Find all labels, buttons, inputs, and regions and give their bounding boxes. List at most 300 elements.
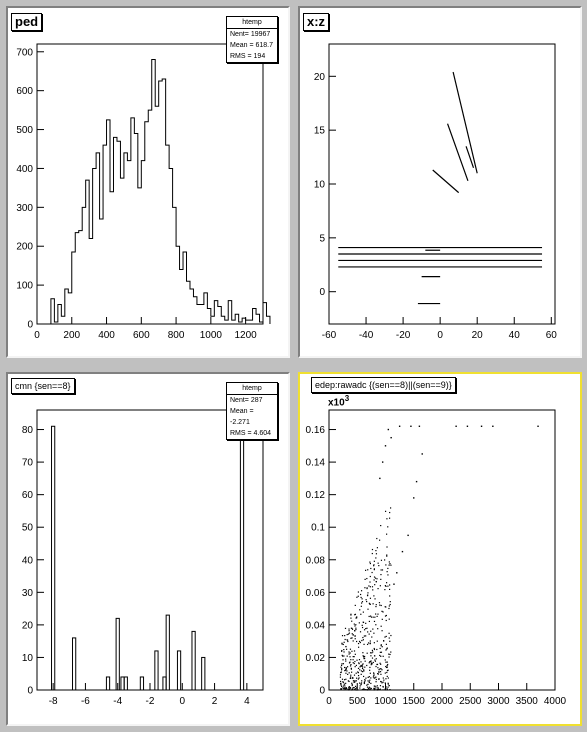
scatter-point <box>375 557 376 558</box>
x-tick-label: 60 <box>545 330 557 341</box>
scatter-point <box>362 664 363 665</box>
scatter-point <box>354 663 355 664</box>
y-tick-label: 0.08 <box>305 555 325 567</box>
x-tick-label: 1500 <box>402 696 425 707</box>
scatter-point <box>366 599 367 600</box>
scatter-point <box>367 587 368 588</box>
scatter-point <box>359 683 360 684</box>
scatter-point <box>369 562 370 563</box>
scatter-point <box>371 636 372 637</box>
scatter-point <box>379 602 380 603</box>
scatter-point <box>380 585 381 586</box>
scatter-point <box>377 614 378 615</box>
scatter-point <box>376 679 377 680</box>
scatter-point <box>346 687 347 688</box>
scatter-point <box>377 616 378 617</box>
x-tick-label: -6 <box>80 696 90 707</box>
scatter-point <box>372 657 373 658</box>
scatter-point <box>359 622 360 623</box>
scatter-point <box>373 564 374 565</box>
scatter-point <box>385 615 386 616</box>
scatter-point <box>366 665 367 666</box>
scatter-point <box>370 631 371 632</box>
scatter-point <box>380 689 381 690</box>
scatter-point <box>351 689 352 690</box>
scatter-point <box>386 554 387 555</box>
pad-xz[interactable] <box>298 6 582 358</box>
scatter-point <box>350 676 351 677</box>
scatter-point <box>385 564 386 565</box>
scatter-point <box>355 688 356 689</box>
x-tick-label: 3500 <box>515 696 538 707</box>
scatter-point <box>345 673 346 674</box>
scatter-point <box>381 682 382 683</box>
scatter-point <box>377 689 378 690</box>
scatter-point <box>370 598 371 599</box>
histogram-bar <box>140 677 143 690</box>
scatter-point <box>352 684 353 685</box>
scatter-point <box>363 658 364 659</box>
scatter-point <box>388 685 389 686</box>
scatter-point <box>340 674 341 675</box>
scatter-point <box>372 586 373 587</box>
scatter-point <box>360 631 361 632</box>
scatter-point <box>358 643 359 644</box>
y-tick-label: 50 <box>21 522 33 534</box>
x-tick-label: 4000 <box>543 696 567 707</box>
y-tick-label: 20 <box>21 620 33 632</box>
scatter-point <box>360 642 361 643</box>
stats-mean: Mean = 618.7 <box>230 42 274 49</box>
scatter-point <box>389 561 390 562</box>
scatter-point <box>344 667 345 668</box>
scatter-point <box>370 655 371 656</box>
scatter-point <box>385 672 386 673</box>
scatter-point <box>356 680 357 681</box>
scatter-point <box>381 644 382 645</box>
scatter-point <box>382 689 383 690</box>
x-tick-label: 0 <box>179 696 186 707</box>
scatter-point <box>355 614 356 615</box>
scatter-point <box>355 654 356 655</box>
scatter-point <box>358 678 359 679</box>
scatter-point <box>384 589 385 590</box>
y-tick-label: 0 <box>319 287 325 299</box>
scatter-point <box>383 656 384 657</box>
scatter-point <box>386 648 387 649</box>
scatter-point <box>385 686 386 687</box>
scatter-point <box>340 672 341 673</box>
scatter-point <box>371 663 372 664</box>
scatter-point <box>340 683 341 684</box>
y-tick-label: 15 <box>313 125 325 137</box>
scatter-point <box>396 572 397 573</box>
scatter-point <box>385 659 386 660</box>
scatter-point <box>345 683 346 684</box>
y-tick-label: 0.14 <box>305 457 325 469</box>
scatter-point <box>356 641 357 642</box>
scatter-point <box>370 615 371 616</box>
scatter-point <box>345 689 346 690</box>
scatter-point <box>416 481 417 482</box>
histogram-outline <box>51 60 270 324</box>
scatter-point <box>367 569 368 570</box>
scatter-point <box>344 679 345 680</box>
scatter-point <box>348 630 349 631</box>
scatter-point <box>360 661 361 662</box>
scatter-point <box>380 656 381 657</box>
scatter-point <box>355 605 356 606</box>
scatter-point <box>345 646 346 647</box>
scatter-point <box>348 628 349 629</box>
pad-edep-rawadc[interactable] <box>298 372 582 726</box>
scatter-point <box>381 569 382 570</box>
scatter-point <box>353 680 354 681</box>
scatter-point <box>362 668 363 669</box>
scatter-point <box>363 612 364 613</box>
scatter-point <box>351 621 352 622</box>
scatter-point <box>375 606 376 607</box>
scatter-point <box>374 561 375 562</box>
scatter-point <box>341 686 342 687</box>
y-tick-label: 0.06 <box>305 587 325 599</box>
scatter-point <box>364 629 365 630</box>
scatter-point <box>410 426 411 427</box>
plot-frame <box>329 44 555 324</box>
scatter-point <box>361 670 362 671</box>
scatter-point <box>372 589 373 590</box>
scatter-point <box>361 680 362 681</box>
scatter-point <box>341 668 342 669</box>
x-tick-label: 1200 <box>234 330 257 341</box>
scatter-point <box>378 563 379 564</box>
y-tick-label: 500 <box>16 125 33 137</box>
scatter-point <box>370 689 371 690</box>
scatter-point <box>377 628 378 629</box>
scatter-point <box>341 650 342 651</box>
scatter-point <box>358 677 359 678</box>
scatter-point <box>356 665 357 666</box>
scatter-point <box>340 677 341 678</box>
scatter-point <box>368 689 369 690</box>
scatter-point <box>356 660 357 661</box>
scatter-point <box>361 640 362 641</box>
pad-title: cmn {sen==8} <box>11 378 75 394</box>
scatter-point <box>345 670 346 671</box>
scatter-point <box>374 598 375 599</box>
scatter-point <box>361 602 362 603</box>
scatter-point <box>385 649 386 650</box>
x-tick-label: -20 <box>395 330 411 341</box>
scatter-point <box>381 652 382 653</box>
scatter-point <box>347 634 348 635</box>
scatter-point <box>371 688 372 689</box>
scatter-point <box>341 669 342 670</box>
scatter-point <box>347 666 348 667</box>
scatter-point <box>348 651 349 652</box>
x-tick-label: -2 <box>145 696 155 707</box>
scatter-point <box>350 678 351 679</box>
x-tick-label: 400 <box>98 330 115 341</box>
scatter-point <box>366 578 367 579</box>
scatter-point <box>388 677 389 678</box>
x-tick-label: 1000 <box>199 330 222 341</box>
scatter-point <box>358 596 359 597</box>
scatter-point <box>343 685 344 686</box>
scatter-point <box>369 621 370 622</box>
scatter-point <box>369 680 370 681</box>
scatter-point <box>372 650 373 651</box>
scatter-point <box>354 682 355 683</box>
scatter-point <box>357 671 358 672</box>
scatter-point <box>362 689 363 690</box>
scatter-point <box>389 563 390 564</box>
histogram-bar <box>124 677 127 690</box>
scatter-point <box>354 687 355 688</box>
scatter-point <box>356 617 357 618</box>
scatter-point <box>361 598 362 599</box>
scatter-point <box>376 658 377 659</box>
scatter-point <box>369 667 370 668</box>
scatter-point <box>342 681 343 682</box>
scatter-point <box>367 680 368 681</box>
scatter-point <box>356 597 357 598</box>
scatter-point <box>382 461 383 462</box>
scatter-point <box>369 687 370 688</box>
scatter-point <box>368 585 369 586</box>
scatter-point <box>353 656 354 657</box>
scatter-point <box>374 617 375 618</box>
stats-name: htemp <box>227 383 277 395</box>
stats-name: htemp <box>227 17 277 29</box>
scatter-point <box>377 641 378 642</box>
scatter-point <box>374 655 375 656</box>
scatter-point <box>345 628 346 629</box>
y-tick-label: 80 <box>21 425 33 437</box>
scatter-point <box>356 687 357 688</box>
scatter-point <box>360 685 361 686</box>
histogram-bar <box>116 618 119 690</box>
scatter-point <box>385 606 386 607</box>
edep-rawadc-scatter-plot <box>300 374 580 724</box>
scatter-point <box>377 547 378 548</box>
scatter-point <box>385 678 386 679</box>
scatter-point <box>374 579 375 580</box>
scatter-point <box>390 507 391 508</box>
track-segment <box>453 72 477 173</box>
scatter-point <box>354 625 355 626</box>
scatter-point <box>359 609 360 610</box>
scatter-point <box>348 653 349 654</box>
stats-box[interactable] <box>226 382 278 440</box>
track-segment <box>466 146 473 168</box>
scatter-point <box>362 663 363 664</box>
scatter-point <box>380 648 381 649</box>
scatter-point <box>387 526 388 527</box>
scatter-point <box>352 685 353 686</box>
scatter-point <box>367 684 368 685</box>
pad-ped[interactable] <box>6 6 290 358</box>
scatter-point <box>350 652 351 653</box>
scatter-point <box>346 670 347 671</box>
scatter-point <box>378 565 379 566</box>
stats-box[interactable] <box>226 16 278 63</box>
scatter-point <box>375 661 376 662</box>
scatter-point <box>389 584 390 585</box>
scatter-point <box>380 579 381 580</box>
scatter-point <box>374 685 375 686</box>
scatter-point <box>355 624 356 625</box>
scatter-point <box>369 616 370 617</box>
scatter-point <box>345 660 346 661</box>
scatter-point <box>375 666 376 667</box>
x-tick-label: 600 <box>132 330 150 341</box>
scatter-point <box>387 568 388 569</box>
scatter-point <box>370 660 371 661</box>
scatter-point <box>350 664 351 665</box>
scatter-point <box>362 627 363 628</box>
scatter-point <box>345 659 346 660</box>
scatter-point <box>365 689 366 690</box>
scatter-point <box>364 635 365 636</box>
histogram-bar <box>166 615 169 690</box>
scatter-point <box>373 617 374 618</box>
scatter-point <box>374 648 375 649</box>
scatter-point <box>384 636 385 637</box>
scatter-point <box>370 643 371 644</box>
scatter-point <box>385 511 386 512</box>
scatter-point <box>380 685 381 686</box>
scatter-point <box>363 676 364 677</box>
scatter-point <box>387 664 388 665</box>
scatter-point <box>358 591 359 592</box>
scatter-point <box>360 683 361 684</box>
scatter-point <box>361 682 362 683</box>
scatter-point <box>387 687 388 688</box>
x-tick-label: -40 <box>358 330 374 341</box>
scatter-point <box>368 642 369 643</box>
scatter-point <box>381 630 382 631</box>
scatter-point <box>374 568 375 569</box>
y-tick-label: 0.1 <box>311 522 325 534</box>
scatter-point <box>375 578 376 579</box>
scatter-point <box>352 629 353 630</box>
scatter-point <box>354 630 355 631</box>
x-tick-label: 4 <box>244 696 250 707</box>
scatter-point <box>385 666 386 667</box>
y-tick-label: 300 <box>16 202 33 214</box>
scatter-point <box>375 681 376 682</box>
scatter-point <box>389 518 390 519</box>
scatter-point <box>389 619 390 620</box>
scatter-point <box>376 664 377 665</box>
y-tick-label: 0 <box>319 685 325 697</box>
scatter-point <box>369 682 370 683</box>
histogram-bar <box>202 657 205 690</box>
scatter-point <box>390 651 391 652</box>
scatter-point <box>354 675 355 676</box>
scatter-point <box>385 585 386 586</box>
scatter-point <box>342 679 343 680</box>
scatter-point <box>349 672 350 673</box>
scatter-point <box>379 478 380 479</box>
scatter-point <box>351 637 352 638</box>
scatter-point <box>380 674 381 675</box>
scatter-point <box>383 680 384 681</box>
scatter-point <box>353 634 354 635</box>
scatter-point <box>361 606 362 607</box>
scatter-point <box>340 689 341 690</box>
scatter-point <box>385 689 386 690</box>
scatter-point <box>385 662 386 663</box>
scatter-point <box>388 429 389 430</box>
scatter-point <box>341 685 342 686</box>
scatter-point <box>340 667 341 668</box>
scatter-point <box>389 637 390 638</box>
scatter-point <box>373 633 374 634</box>
histogram-bar <box>240 410 243 690</box>
scatter-point <box>380 671 381 672</box>
y-tick-label: 10 <box>313 179 325 191</box>
scatter-point <box>359 641 360 642</box>
scatter-point <box>363 688 364 689</box>
y-tick-label: 0.02 <box>305 652 325 664</box>
scatter-point <box>352 633 353 634</box>
scatter-point <box>343 663 344 664</box>
x-tick-label: -60 <box>321 330 337 341</box>
scatter-point <box>356 689 357 690</box>
scatter-point <box>354 661 355 662</box>
scatter-point <box>373 673 374 674</box>
scatter-point <box>378 688 379 689</box>
scatter-point <box>351 672 352 673</box>
stats-entries: Nent= 19967 <box>230 31 271 38</box>
scatter-point <box>387 586 388 587</box>
scatter-point <box>365 680 366 681</box>
scatter-point <box>343 688 344 689</box>
scatter-point <box>358 675 359 676</box>
scatter-point <box>354 689 355 690</box>
scatter-point <box>390 565 391 566</box>
scatter-point <box>413 497 414 498</box>
scatter-point <box>384 559 385 560</box>
scatter-point <box>373 662 374 663</box>
scatter-point <box>386 556 387 557</box>
scatter-point <box>359 669 360 670</box>
scatter-point <box>370 683 371 684</box>
xz-scatter-plot <box>300 8 580 356</box>
scatter-point <box>380 652 381 653</box>
scatter-point <box>376 649 377 650</box>
scatter-point <box>386 582 387 583</box>
scatter-point <box>363 644 364 645</box>
scatter-point <box>360 594 361 595</box>
scatter-point <box>374 678 375 679</box>
y-tick-label: 0.12 <box>305 490 325 502</box>
scatter-point <box>390 635 391 636</box>
scatter-point <box>387 571 388 572</box>
histogram-bar <box>52 426 55 690</box>
x-tick-label: 2 <box>211 696 218 707</box>
y-tick-label: 0.04 <box>305 620 325 632</box>
scatter-point <box>342 655 343 656</box>
scatter-point <box>380 574 381 575</box>
pad-cmn[interactable] <box>6 372 290 726</box>
histogram-bar <box>192 631 195 690</box>
scatter-point <box>359 687 360 688</box>
scatter-point <box>365 570 366 571</box>
scatter-point <box>370 604 371 605</box>
